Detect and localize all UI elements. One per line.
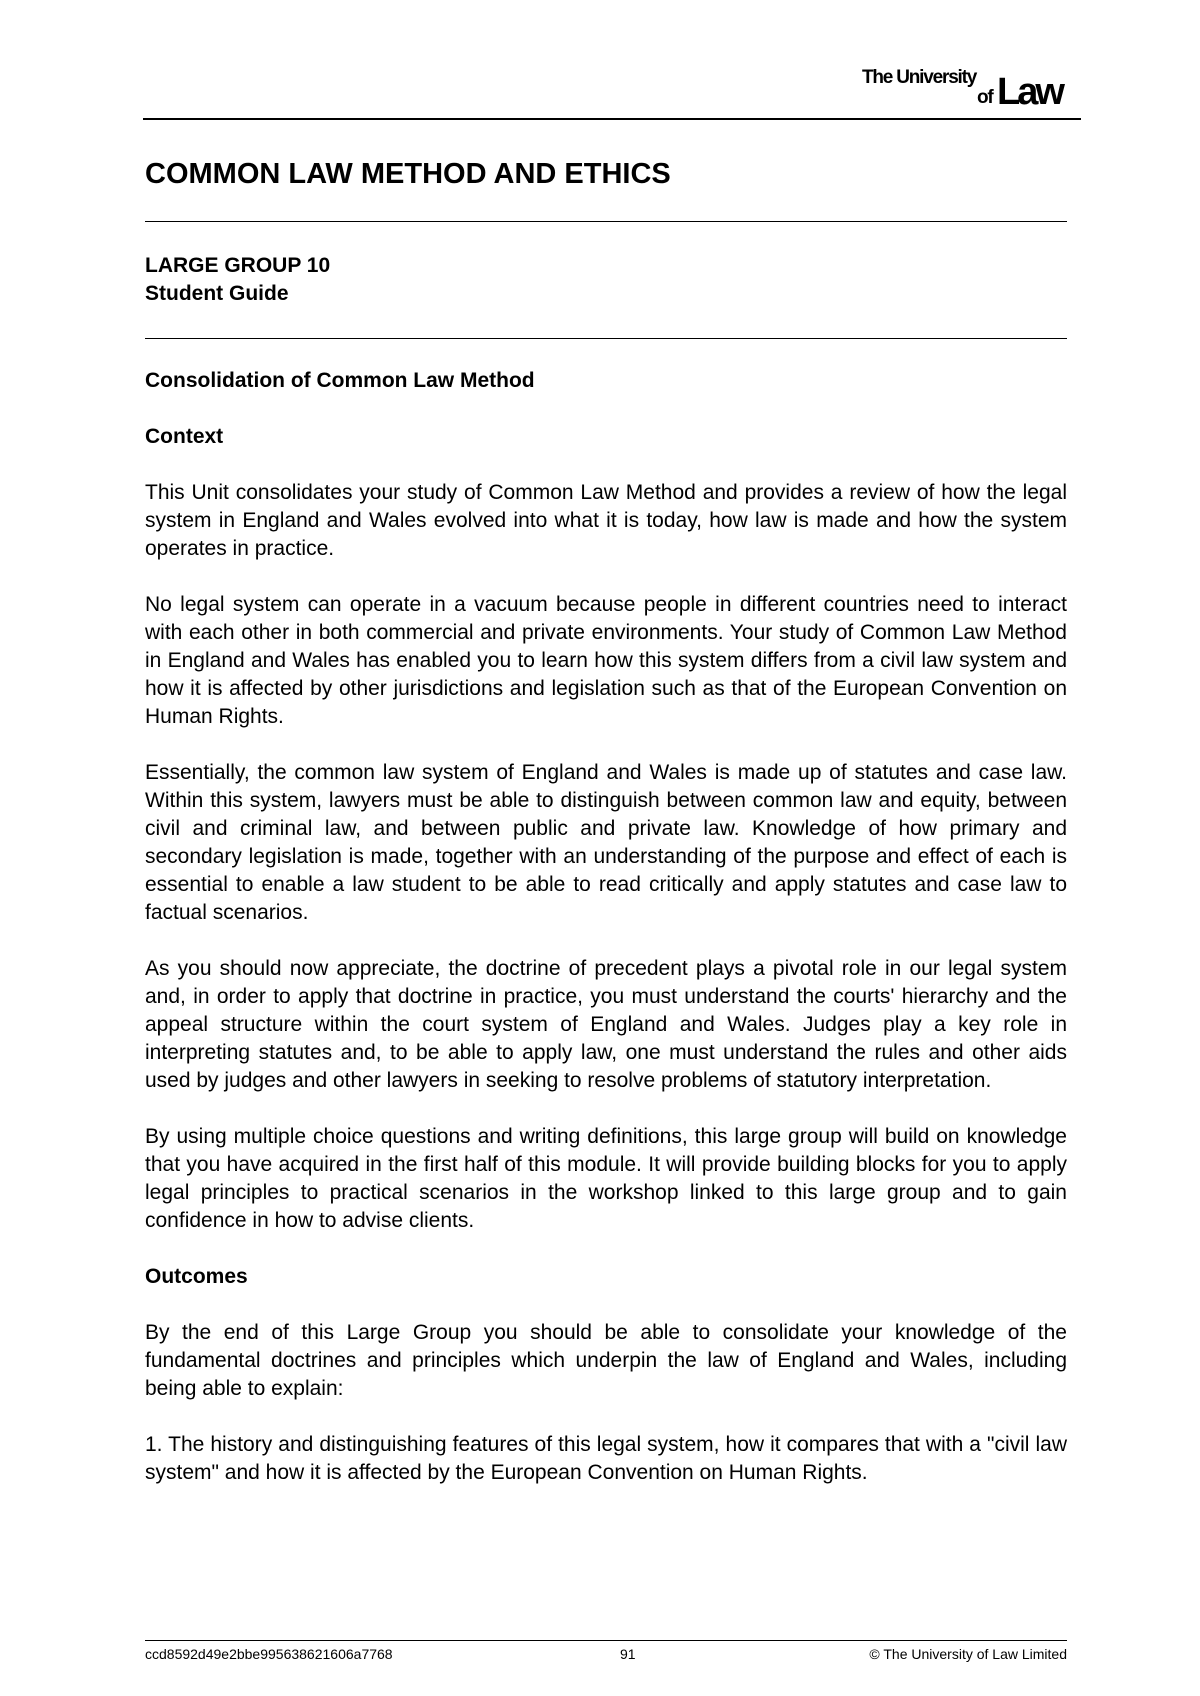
paragraph-outcomes-intro: By the end of this Large Group you should be able to consolidate your knowledge of the fundamental doctrines and principles which underpin the law of England and Wales, including being able to explain: [145, 1321, 1067, 1400]
section-heading-context: Context [145, 425, 224, 448]
footer-document-id: ccd8592d49e2bbe995638621606a7768 [145, 1646, 393, 1662]
logo-text-law: Law [997, 71, 1062, 113]
title-divider [145, 221, 1067, 222]
section-heading-consolidation: Consolidation of Common Law Method [145, 369, 535, 392]
footer-divider [145, 1640, 1067, 1641]
student-guide-label: Student Guide [145, 282, 289, 305]
paragraph-context-3: Essentially, the common law system of England and Wales is made up of statutes and case law. Within this system, lawyers must be able to distinguish between common law and equity, between civil and criminal law, and between public and private law. Knowledge of how primary and secondary legislation is made, together with an understanding of the purpose and effect of each is essential to enable a law student to be able to read critically and apply statutes and case law to factual scenarios. [145, 761, 1067, 924]
paragraph-context-5: By using multiple choice questions and writing definitions, this large group will build on knowledge that you have acquired in the first half of this module. It will provide building blocks for you to apply legal principles to practical scenarios in the workshop linked to this large group and to gain confidence in how to advise clients. [145, 1125, 1067, 1232]
paragraph-context-2: No legal system can operate in a vacuum because people in different countries need to interact with each other in both commercial and private environments. Your study of Common Law Method in England and Wales has enabled you to learn how this system differs from a civil law system and how it is affected by other jurisdictions and legislation such as that of the European Convention on Human Rights. [145, 593, 1067, 728]
university-of-law-logo [862, 64, 1072, 112]
subtitle-divider [145, 338, 1067, 339]
paragraph-context-1: This Unit consolidates your study of Common Law Method and provides a review of how the legal system in England and Wales evolved into what it is today, how law is made and how the system operates in practice. [145, 481, 1067, 560]
header-divider [143, 118, 1081, 120]
large-group-label: LARGE GROUP 10 [145, 254, 331, 277]
paragraph-outcome-1: 1. The history and distinguishing features of this legal system, how it compares that with a "civil law system" and how it is affected by the European Convention on Human Rights. [145, 1433, 1067, 1484]
footer-copyright: © The University of Law Limited [869, 1646, 1067, 1662]
logo-text-the-university: The University [862, 67, 977, 88]
document-body [145, 367, 1067, 1515]
document-title: COMMON LAW METHOD AND ETHICS [145, 158, 671, 190]
paragraph-context-4: As you should now appreciate, the doctrine of precedent plays a pivotal role in our legal system and, in order to apply that doctrine in practice, you must understand the courts' hierarchy and the appeal structure within the court system of England and Wales. Judges play a key role in interpreting statutes and, to be able to apply law, one must understand the rules and other aids used by judges and other lawyers in seeking to resolve problems of statutory interpretation. [145, 957, 1067, 1092]
logo-text-of: of [977, 87, 993, 108]
section-heading-outcomes: Outcomes [145, 1265, 248, 1288]
footer-page-number: 91 [620, 1646, 636, 1662]
